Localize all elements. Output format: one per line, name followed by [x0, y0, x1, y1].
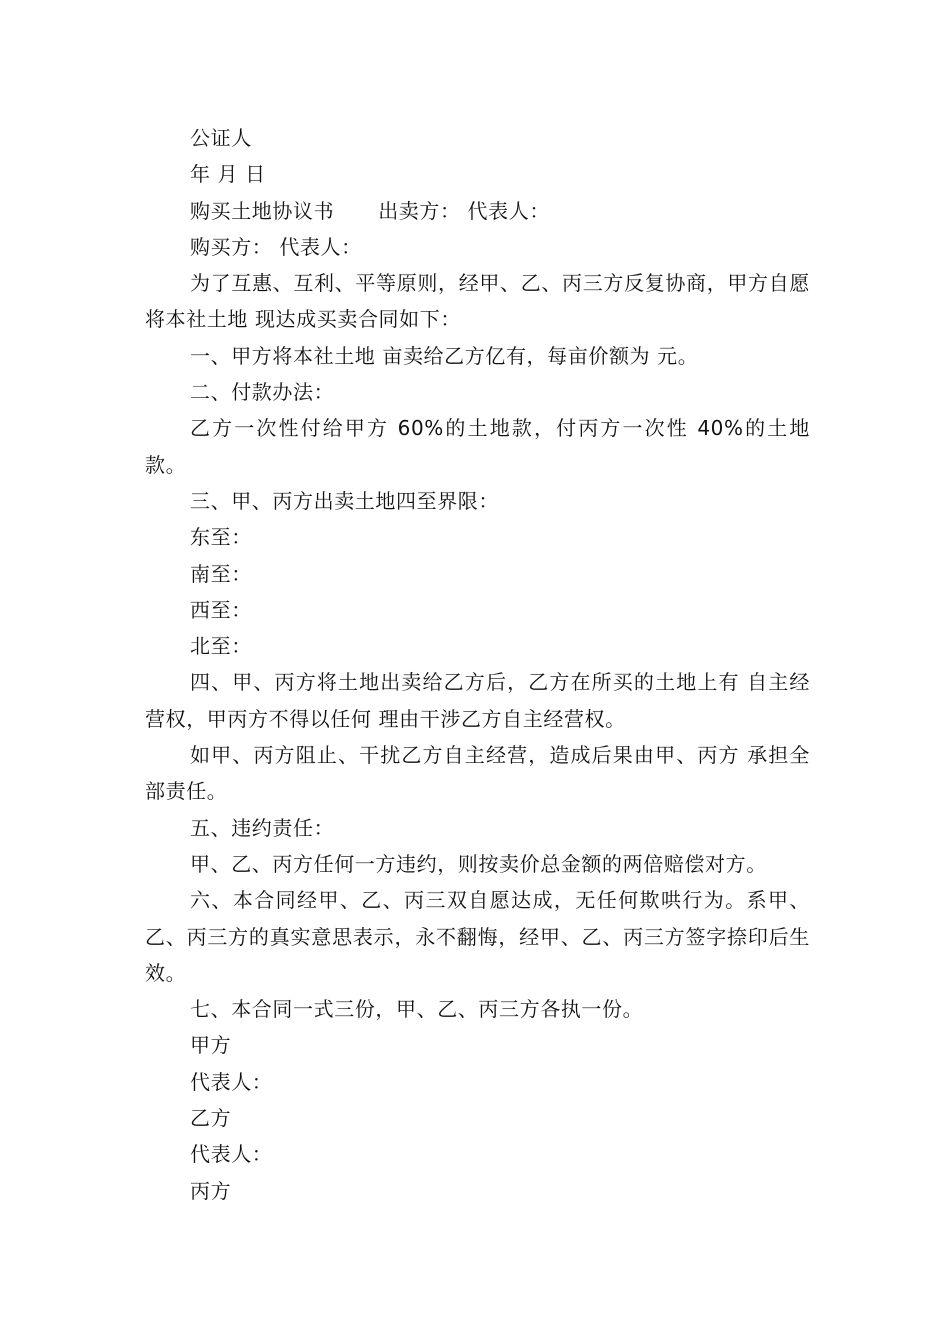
buyer-line: 购买方： 代表人： — [190, 234, 362, 259]
party-a-label: 甲方 — [190, 1033, 232, 1058]
boundary-east: 东至： — [190, 525, 252, 550]
clause-3-heading: 三、甲、丙方出卖土地四至界限： — [190, 488, 499, 513]
party-b-representative: 代表人： — [190, 1142, 273, 1167]
preamble-paragraph: 为了互惠、互利、平等原则，经甲、乙、丙三方反复协商，甲方自愿将本社土地 现达成买卖合同如下： — [145, 271, 810, 332]
clause-2-heading: 二、付款办法： — [190, 380, 335, 405]
date-line: 年 月 日 — [190, 162, 266, 187]
document-title: 购买土地协议书 — [190, 198, 335, 223]
clause-4-liability: 如甲、丙方阻止、干扰乙方自主经营，造成后果由甲、丙方 承担全部责任。 — [145, 743, 810, 804]
seller-line: 出卖方： 代表人： — [378, 198, 550, 223]
clause-1: 一、甲方将本社土地 亩卖给乙方亿有，每亩价额为 元。 — [190, 343, 699, 368]
boundary-south: 南至： — [190, 561, 252, 586]
payment-terms: 乙方一次性付给甲方 60%的土地款，付丙方一次性 40%的土地款。 — [145, 416, 810, 477]
clause-5-heading: 五、违约责任： — [190, 815, 335, 840]
title-seller-line — [145, 193, 810, 229]
party-b-label: 乙方 — [190, 1106, 232, 1131]
party-c-label: 丙方 — [190, 1178, 232, 1203]
party-a-representative: 代表人： — [190, 1069, 273, 1094]
boundary-west: 西至： — [190, 597, 252, 622]
clause-7: 七、本合同一式三份，甲、乙、丙三方各执一份。 — [190, 997, 644, 1022]
breach-terms: 甲、乙、丙方任何一方违约，则按卖价总金额的两倍赔偿对方。 — [190, 851, 767, 876]
clause-6: 六、本合同经甲、乙、丙三双自愿达成，无任何欺哄行为。系甲、乙、丙三方的真实意思表示，永不翻悔，经甲、乙、丙三方签字捺印后生效。 — [145, 888, 810, 985]
clause-4: 四、甲、丙方将土地出卖给乙方后，乙方在所买的土地上有 自主经营权，甲丙方不得以任何 理由干涉乙方自主经营权。 — [145, 670, 810, 731]
notary-line: 公证人 — [190, 126, 252, 150]
document-body — [145, 120, 810, 1209]
boundary-north: 北至： — [190, 634, 252, 659]
